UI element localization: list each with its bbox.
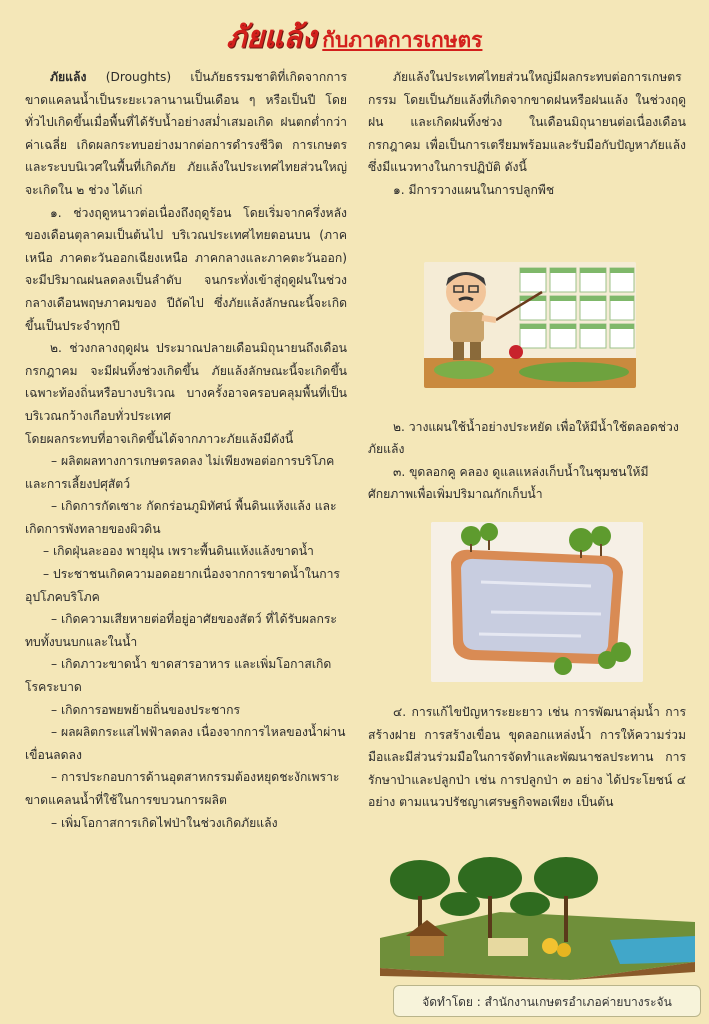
impact-item: – เกิดความเสียหายต่อที่อยู่อาศัยของสัตว์ ที่ได้รับผลกระทบทั้งบนบกและในน้ำ <box>25 612 337 649</box>
water-reservoir-image <box>431 522 643 682</box>
forest-diorama-image <box>380 850 695 980</box>
pond-illustration <box>431 522 643 682</box>
impact-item: – เกิดภาวะขาดน้ำ ขาดสารอาหาร และเพิ่มโอกาสเกิดโรคระบาด <box>25 657 332 695</box>
measure-item-4: ๔. การแก้ไขปัญหาระยะยาว เช่น การพัฒนาลุ่มน้ำ การสร้างฝาย การสร้างเขื่อน ขุดลอกแหล่งน้ำ การให้ความร่วมมือและมีส่วนร่วมมือในการจัดทำและพัฒนาชลประทาน การรักษาป่าและปลูกป่า เช่น การปลูกป่า ๓ อย่าง ได้ประโยชน์ ๔ อย่าง ตามแนวปรัชญาเศรษฐกิจพอเพียง เป็นต้น <box>368 704 686 810</box>
page-title <box>0 14 709 61</box>
right-intro-paragraph: ภัยแล้งในประเทศไทยส่วนใหญ่มีผลกระทบต่อการเกษตรกรรม โดยเป็นภัยแล้งที่เกิดจากขาดฝนหรือฝนแล้ง ในช่วงฤดูฝน และเกิดฝนทิ้งช่วง ในเดือนมิถุนายนต่อเนื่องเดือนกรกฎาคม เพื่อเป็นการเตรียมพร้อมและรับมือกับปัญหาภัยแล้ง ซึ่งมีแนวทางในการปฏิบัติ ดังนี้ <box>368 70 686 175</box>
title-main: ภัยแล้ง <box>226 20 317 55</box>
left-column <box>25 66 347 834</box>
impact-item: – เกิดการอพยพย้ายถิ่นของประชากร <box>51 702 241 717</box>
publisher-credit: จัดทำโดย : สำนักงานเกษตรอำเภอค่ายบางระจัน <box>393 985 701 1017</box>
impact-item: – ผลิตผลทางการเกษตรลดลง ไม่เพียงพอต่อการบริโภค และการเลี้ยงปศุสัตว์ <box>25 454 335 491</box>
impact-item: – เพิ่มโอกาสการเกิดไฟป่าในช่วงเกิดภัยแล้ง <box>51 815 278 830</box>
period-1-paragraph: ๑. ช่วงฤดูหนาวต่อเนื่องถึงฤดูร้อน โดยเริ่มจากครึ่งหลังของเดือนตุลาคมเป็นต้นไป บริเวณประเทศไทยตอนบน (ภาคเหนือ ภาคตะวันออกเฉียงเหนือ ภาคกลางและภาคตะวันออก) จะมีปริมาณฝนลดลงเป็นลำดับ จนกระทั่งเข้าสู่ฤดูฝนในช่วงกลางเดือนพฤษภาคมของ ปีถัดไป ซึ่งภัยแล้งลักษณะนี้จะเกิดขึ้นเป็นประจำทุกปี <box>25 205 347 333</box>
measure-item-2: ๒. วางแผนใช้น้ำอย่างประหยัด เพื่อให้มีน้ำใช้ตลอดช่วงภัยแล้ง <box>368 419 679 457</box>
farmer-planning-illustration <box>424 262 636 388</box>
impact-item: – ประชาชนเกิดความอดอยากเนื่องจากการขาดน้ำในการอุปโภคบริโภค <box>25 567 340 604</box>
period-2-paragraph: ๒. ช่วงกลางฤดูฝน ประมาณปลายเดือนมิถุนายนถึงเดือนกรกฎาคม จะมีฝนทิ้งช่วงเกิดขึ้น ภัยแล้งลักษณะนี้จะเกิดขึ้นเฉพาะท้องถิ่นหรือบางบริเวณ บางครั้งอาจครอบคลุมพื้นที่เป็นบริเวณกว้างเกือบทั่วประเทศ <box>25 341 347 423</box>
impact-item: – ผลผลิตกระแสไฟฟ้าลดลง เนื่องจากการไหลของน้ำผ่านเขื่อนลดลง <box>25 725 346 762</box>
measure-item-3: ๓. ขุดลอกคู คลอง ดูแลแหล่งเก็บน้ำในชุมชนให้มีศักยภาพเพื่อเพิ่มปริมาณกักเก็บน้ำ <box>368 464 649 502</box>
farmer-calendar-image <box>424 262 636 388</box>
title-sub: กับภาคการเกษตร <box>322 28 483 52</box>
right-column <box>368 66 686 814</box>
impact-item: – การประกอบการด้านอุตสาหกรรมต้องหยุดชะงักเพราะขาดแคลนน้ำที่ใช้ในการขบวนการผลิต <box>25 770 340 807</box>
impact-item: – เกิดฝุ่นละออง พายุฝุ่น เพราะพื้นดินแห้งแล้งขาดน้ำ <box>43 544 314 559</box>
intro-term: ภัยแล้ง <box>50 70 87 84</box>
impact-item: – เกิดการกัดเซาะ กัดกร่อนภูมิทัศน์ พื้นดินแห้งแล้ง และเกิดการพังทลายของผิวดิน <box>25 499 337 536</box>
intro-paragraph <box>25 66 347 202</box>
impacts-header: โดยผลกระทบที่อาจเกิดขึ้นได้จากภาวะภัยแล้งมีดังนี้ <box>25 431 294 446</box>
forest-land-illustration <box>380 850 695 980</box>
measure-item-1: ๑. มีการวางแผนในการปลูกพืช <box>393 182 555 197</box>
intro-text: (Droughts) เป็นภัยธรรมชาติที่เกิดจากการขาดแคลนน้ำเป็นระยะเวลานานเป็นเดือน ๆ หรือเป็นปี โดยทั่วไปเกิดขึ้นเมื่อพื้นที่ได้รับน้ำอย่างสม่ำเสมอเกิด ฝนตกต่ำกว่าค่าเฉลี่ย เกิดผลกระทบอย่างมากต่อการดำรงชีวิต การเกษตร และระบบนิเวศในพื้นที่เกิดภัย ภัยแล้งในประเทศไทยส่วนใหญ่จะเกิดใน ๒ ช่วง ได้แก่ <box>25 70 347 197</box>
